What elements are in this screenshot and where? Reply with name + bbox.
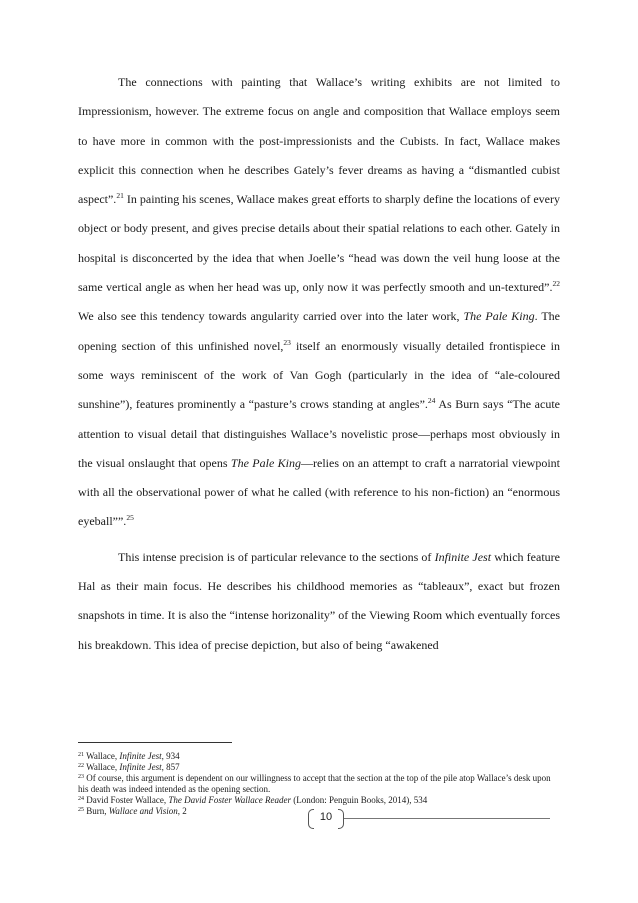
text-run: . The opening section of this unfinished novel,	[78, 309, 560, 353]
footnote-21	[78, 751, 554, 762]
text-run: As Burn says “The acute attention to visual detail that distinguishes Wallace’s novelistic prose—perhaps most obviously in the visual onslaught that opens	[78, 397, 560, 470]
text-run: The connections with painting that Wallace’s writing exhibits are not limited to Impressionism, however. The extreme focus on angle and composition that Wallace employs seem to have more in common with the post-impressionists and the Cubists. In fact, Wallace makes explicit this connection when he describes Gately’s fever dreams as having a “dismantled cubist aspect”.	[78, 75, 560, 207]
text-run: We also see this tendency towards angularity carried over into the later work,	[78, 309, 464, 324]
footnote-ref: 21	[116, 191, 124, 201]
footnote-ref: 22	[552, 279, 560, 289]
text-run: , 934	[161, 751, 180, 761]
text-run: Of course, this argument is dependent on our willingness to accept that the section at the top of the pile atop Wallace’s desk upon his death was indeed intended as the opening section.	[78, 773, 551, 794]
text-run: —relies on an attempt to craft a narratorial viewpoint with all the observational power of what he called (with reference to his non-fiction) an “enormous eyeball””.	[78, 455, 561, 529]
footnote-ref: 25	[126, 513, 134, 523]
footnote-number: 24	[78, 796, 84, 802]
right-brace-icon	[338, 809, 344, 829]
footnote-24	[78, 795, 554, 806]
text-run: Wallace,	[86, 751, 120, 761]
text-run: This intense precision is of particular relevance to the sections of	[118, 549, 435, 564]
footnote-number: 21	[78, 752, 84, 758]
paragraph-2	[78, 543, 560, 660]
paragraph-1	[78, 68, 560, 537]
italic-title: Wallace and Vision	[108, 806, 178, 816]
footnote-number: 25	[78, 807, 84, 813]
footnote-separator	[78, 742, 232, 743]
text-run: David Foster Wallace,	[86, 795, 169, 805]
footer-rule	[344, 818, 550, 819]
page-number: 10	[319, 811, 333, 823]
text-run: , 857	[161, 762, 180, 772]
text-run: (London: Penguin Books, 2014), 534	[291, 795, 428, 805]
text-run: itself an enormously visually detailed frontispiece in some ways reminiscent of the work of Van Gogh (particularly in the idea of “ale-coloured sunshine”), features prominently a “pasture’s crows standing at angles”.	[78, 338, 561, 412]
text-run: , 2	[177, 806, 187, 816]
footnote-number: 22	[78, 763, 84, 769]
footnote-ref: 24	[427, 396, 436, 406]
italic-title: Infinite Jest	[119, 762, 162, 772]
text-run: which feature Hal as their main focus. He describes his childhood memories as “tableaux”, exact but frozen snapshots in time. It is also the “intense horizonality” of the Viewing Room which eventually forces his breakdown. This idea of precise depiction, but also of being “awakened	[78, 549, 560, 652]
footnote-ref: 23	[283, 337, 291, 347]
body-text	[78, 68, 560, 660]
italic-title: The Pale King	[463, 309, 535, 324]
italic-title: The Pale King	[230, 455, 302, 470]
footnote-number: 23	[78, 774, 84, 780]
italic-title: Infinite Jest	[119, 751, 162, 761]
text-run: In painting his scenes, Wallace makes great efforts to sharply define the locations of every object or body present, and gives precise details about their spatial relations to each other. Gately in hospital is disconcerted by the idea that when Joelle’s “head was down the veil hung loose at the same vertical angle as when her head was up, only now it was perfectly smooth and un-textured”.	[78, 192, 560, 295]
footnotes	[78, 751, 554, 817]
page-number-box	[308, 809, 344, 829]
text-run: Burn,	[86, 806, 109, 816]
italic-title: The David Foster Wallace Reader	[168, 795, 291, 805]
footnote-22	[78, 762, 554, 773]
footnote-23	[78, 773, 554, 795]
italic-title: Infinite Jest	[434, 549, 492, 564]
text-run: Wallace,	[86, 762, 120, 772]
